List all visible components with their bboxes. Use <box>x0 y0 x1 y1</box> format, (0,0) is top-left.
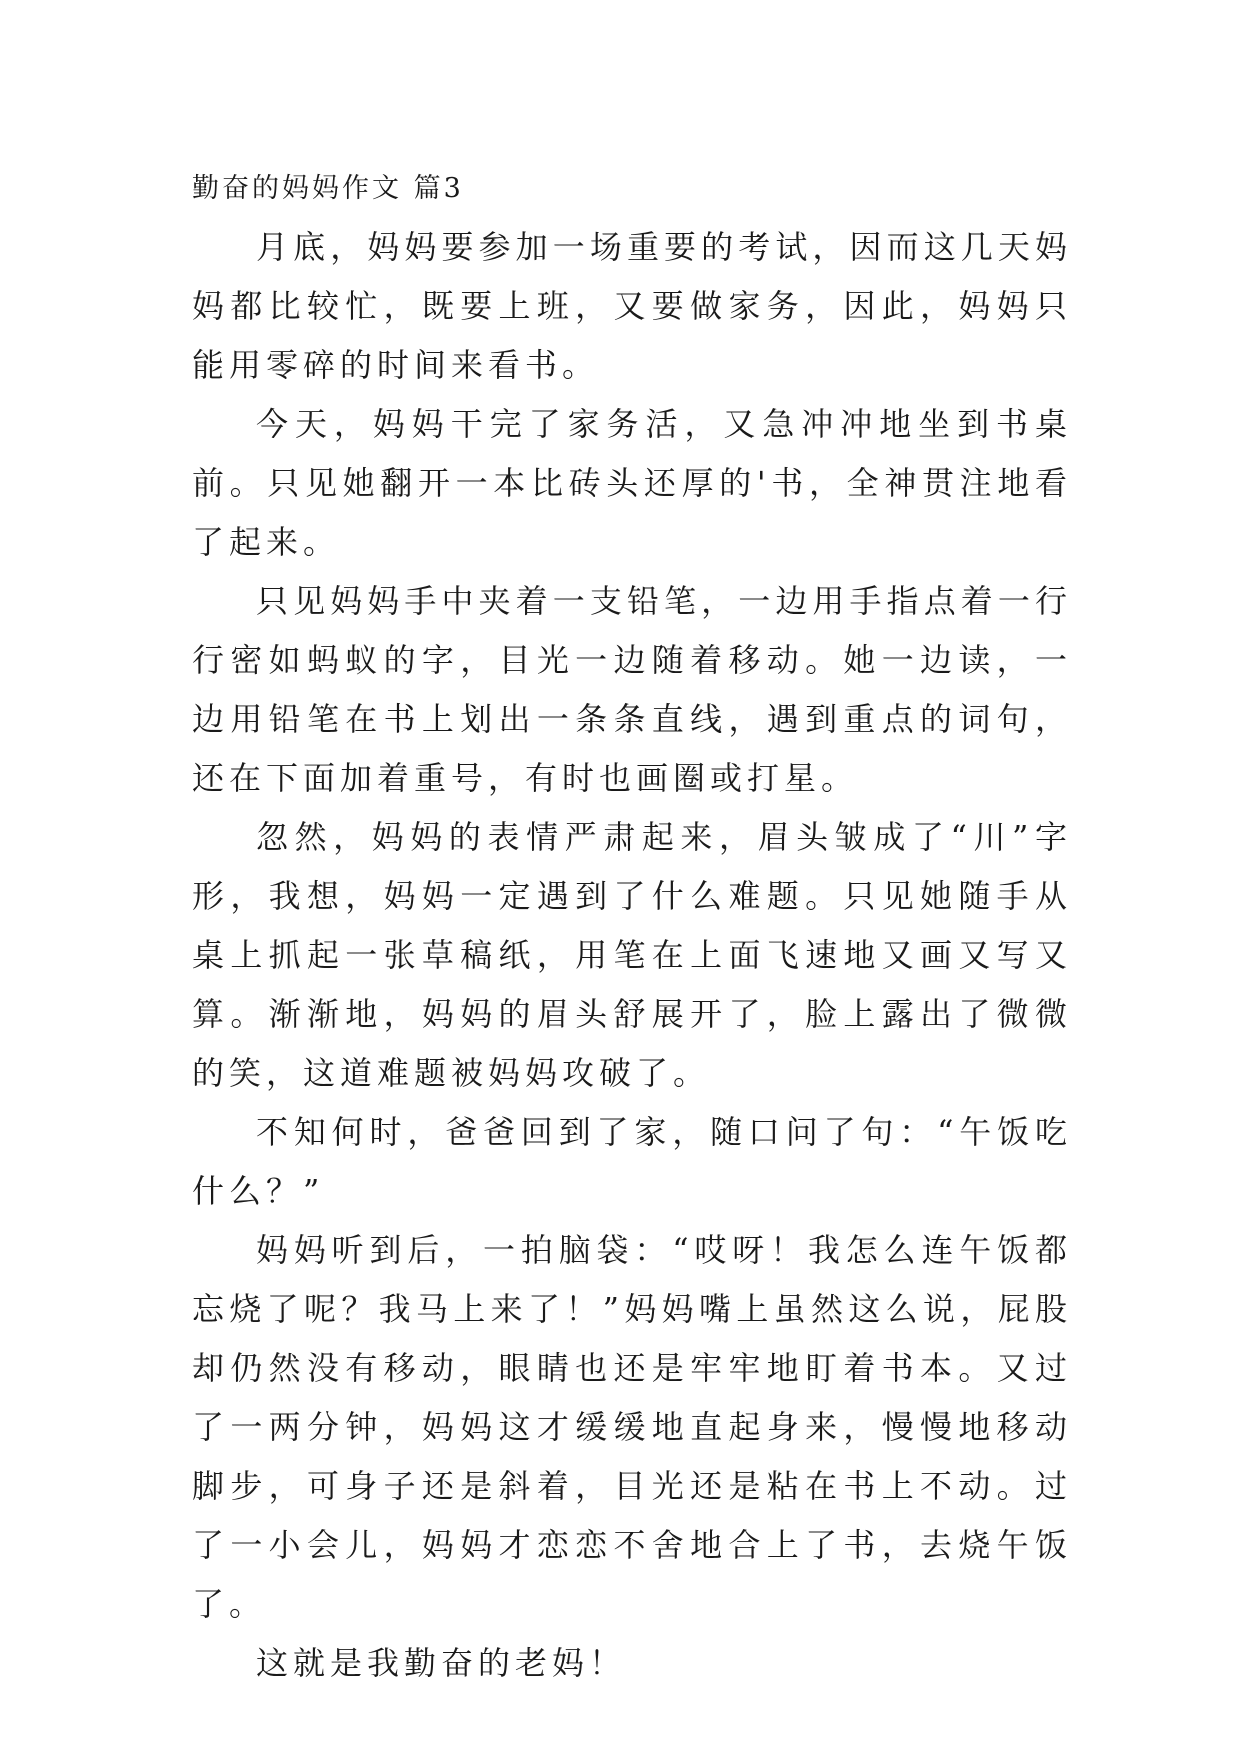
essay-title: 勤奋的妈妈作文 篇3 <box>192 173 464 204</box>
paragraph-5: 不知何时，爸爸回到了家，随口问了句：“午饭吃什么？” <box>192 1113 1072 1210</box>
paragraph-4: 忽然，妈妈的表情严肃起来，眉头皱成了“川”字形，我想，妈妈一定遇到了什么难题。只见她随手从桌上抓起一张草稿纸，用笔在上面飞速地又画又写又算。渐渐地，妈妈的眉头舒展开了，脸上露出了微微的笑，这道难题被妈妈攻破了。 <box>192 818 1072 1092</box>
paragraph-2: 今天，妈妈干完了家务活，又急冲冲地坐到书桌前。只见她翻开一本比砖头还厚的'书，全神贯注地看了起来。 <box>192 405 1072 561</box>
paragraph-7: 这就是我勤奋的老妈！ <box>256 1644 627 1682</box>
document-body <box>192 160 1072 1693</box>
paragraph-6: 妈妈听到后，一拍脑袋：“哎呀！我怎么连午饭都忘烧了呢？我马上来了！”妈妈嘴上虽然这么说，屁股却仍然没有移动，眼睛也还是牢牢地盯着书本。又过了一两分钟，妈妈这才缓缓地直起身来，慢慢地移动脚步，可身子还是斜着，目光还是粘在书上不动。过了一小会儿，妈妈才恋恋不舍地合上了书，去烧午饭了。 <box>192 1231 1072 1623</box>
paragraph-3: 只见妈妈手中夹着一支铅笔，一边用手指点着一行行密如蚂蚁的字，目光一边随着移动。她一边读，一边用铅笔在书上划出一条条直线，遇到重点的词句，还在下面加着重号，有时也画圈或打星。 <box>192 582 1072 797</box>
paragraph-1: 月底，妈妈要参加一场重要的考试，因而这几天妈妈都比较忙，既要上班，又要做家务，因此，妈妈只能用零碎的时间来看书。 <box>192 228 1072 384</box>
